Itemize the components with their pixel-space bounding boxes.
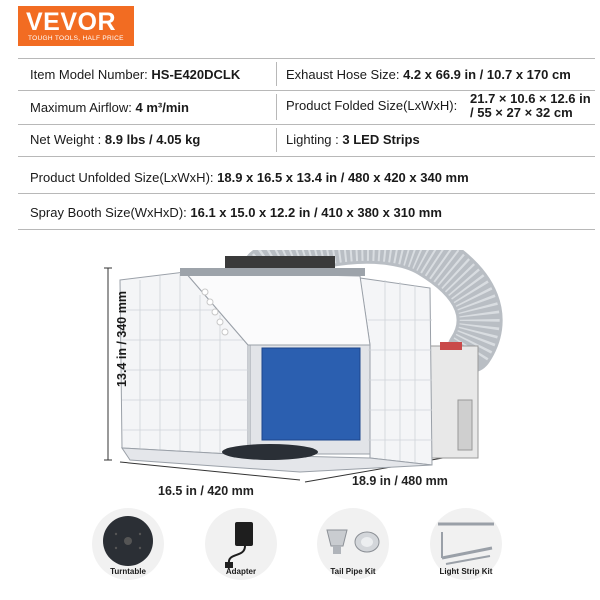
spec-booth [30, 205, 442, 220]
spec-folded [286, 98, 457, 113]
logo-wordmark: VEVOR [26, 8, 117, 36]
divider [18, 58, 595, 59]
spec-value: 3 LED Strips [342, 132, 420, 147]
accessory-label: Light Strip Kit [439, 567, 493, 576]
spec-folded-value [470, 92, 591, 120]
divider [18, 193, 595, 194]
spec-label: Lighting : [286, 132, 339, 147]
divider [276, 62, 277, 86]
turntable [222, 444, 318, 460]
height-dimension: 13.4 in / 340 mm [114, 291, 129, 387]
spec-weight [30, 132, 200, 147]
accessory-label: Tail Pipe Kit [330, 567, 376, 576]
spec-value: HS-E420DCLK [151, 67, 241, 82]
spec-label: Product Folded Size(LxWxH): [286, 98, 458, 113]
accessory-label: Turntable [110, 567, 146, 576]
right-panel [360, 278, 432, 465]
spec-value: 18.9 x 16.5 x 13.4 in / 480 x 420 x 340 mm [217, 170, 469, 185]
vevor-logo [18, 6, 134, 46]
logo-tagline: TOUGH TOOLS, HALF PRICE [28, 35, 124, 42]
spec-value: / 55 × 27 × 32 cm [470, 105, 573, 120]
fan-box [430, 342, 478, 458]
spec-label: Maximum Airflow: [30, 100, 132, 115]
spec-value: 16.1 x 15.0 x 12.2 in / 410 x 380 x 310 mm [190, 205, 442, 220]
spec-value: 21.7 × 10.6 × 12.6 in [470, 91, 591, 106]
spec-label: Net Weight : [30, 132, 102, 147]
divider [18, 229, 595, 230]
width-dimension: 16.5 in / 420 mm [158, 484, 254, 498]
accessory-label: Adapter [225, 567, 257, 576]
divider [18, 124, 595, 125]
spec-label: Spray Booth Size(WxHxD): [30, 205, 187, 220]
spec-value: 4.2 x 66.9 in / 10.7 x 170 cm [403, 67, 571, 82]
spec-unfolded [30, 170, 469, 185]
depth-dimension: 18.9 in / 480 mm [352, 474, 448, 488]
spray-booth-illustration [0, 250, 600, 500]
blue-filter [262, 348, 360, 440]
divider [276, 128, 277, 152]
spec-hose [286, 67, 571, 82]
spec-value: 8.9 lbs / 4.05 kg [104, 132, 201, 147]
divider [276, 94, 277, 120]
spec-label: Exhaust Hose Size: [286, 67, 400, 82]
spec-model [30, 67, 240, 82]
spec-value: 4 m³/min [135, 100, 189, 115]
spec-label: Item Model Number: [30, 67, 148, 82]
spec-lighting [286, 132, 420, 147]
divider [18, 156, 595, 157]
spec-airflow [30, 100, 189, 115]
spec-label: Product Unfolded Size(LxWxH): [30, 170, 214, 185]
